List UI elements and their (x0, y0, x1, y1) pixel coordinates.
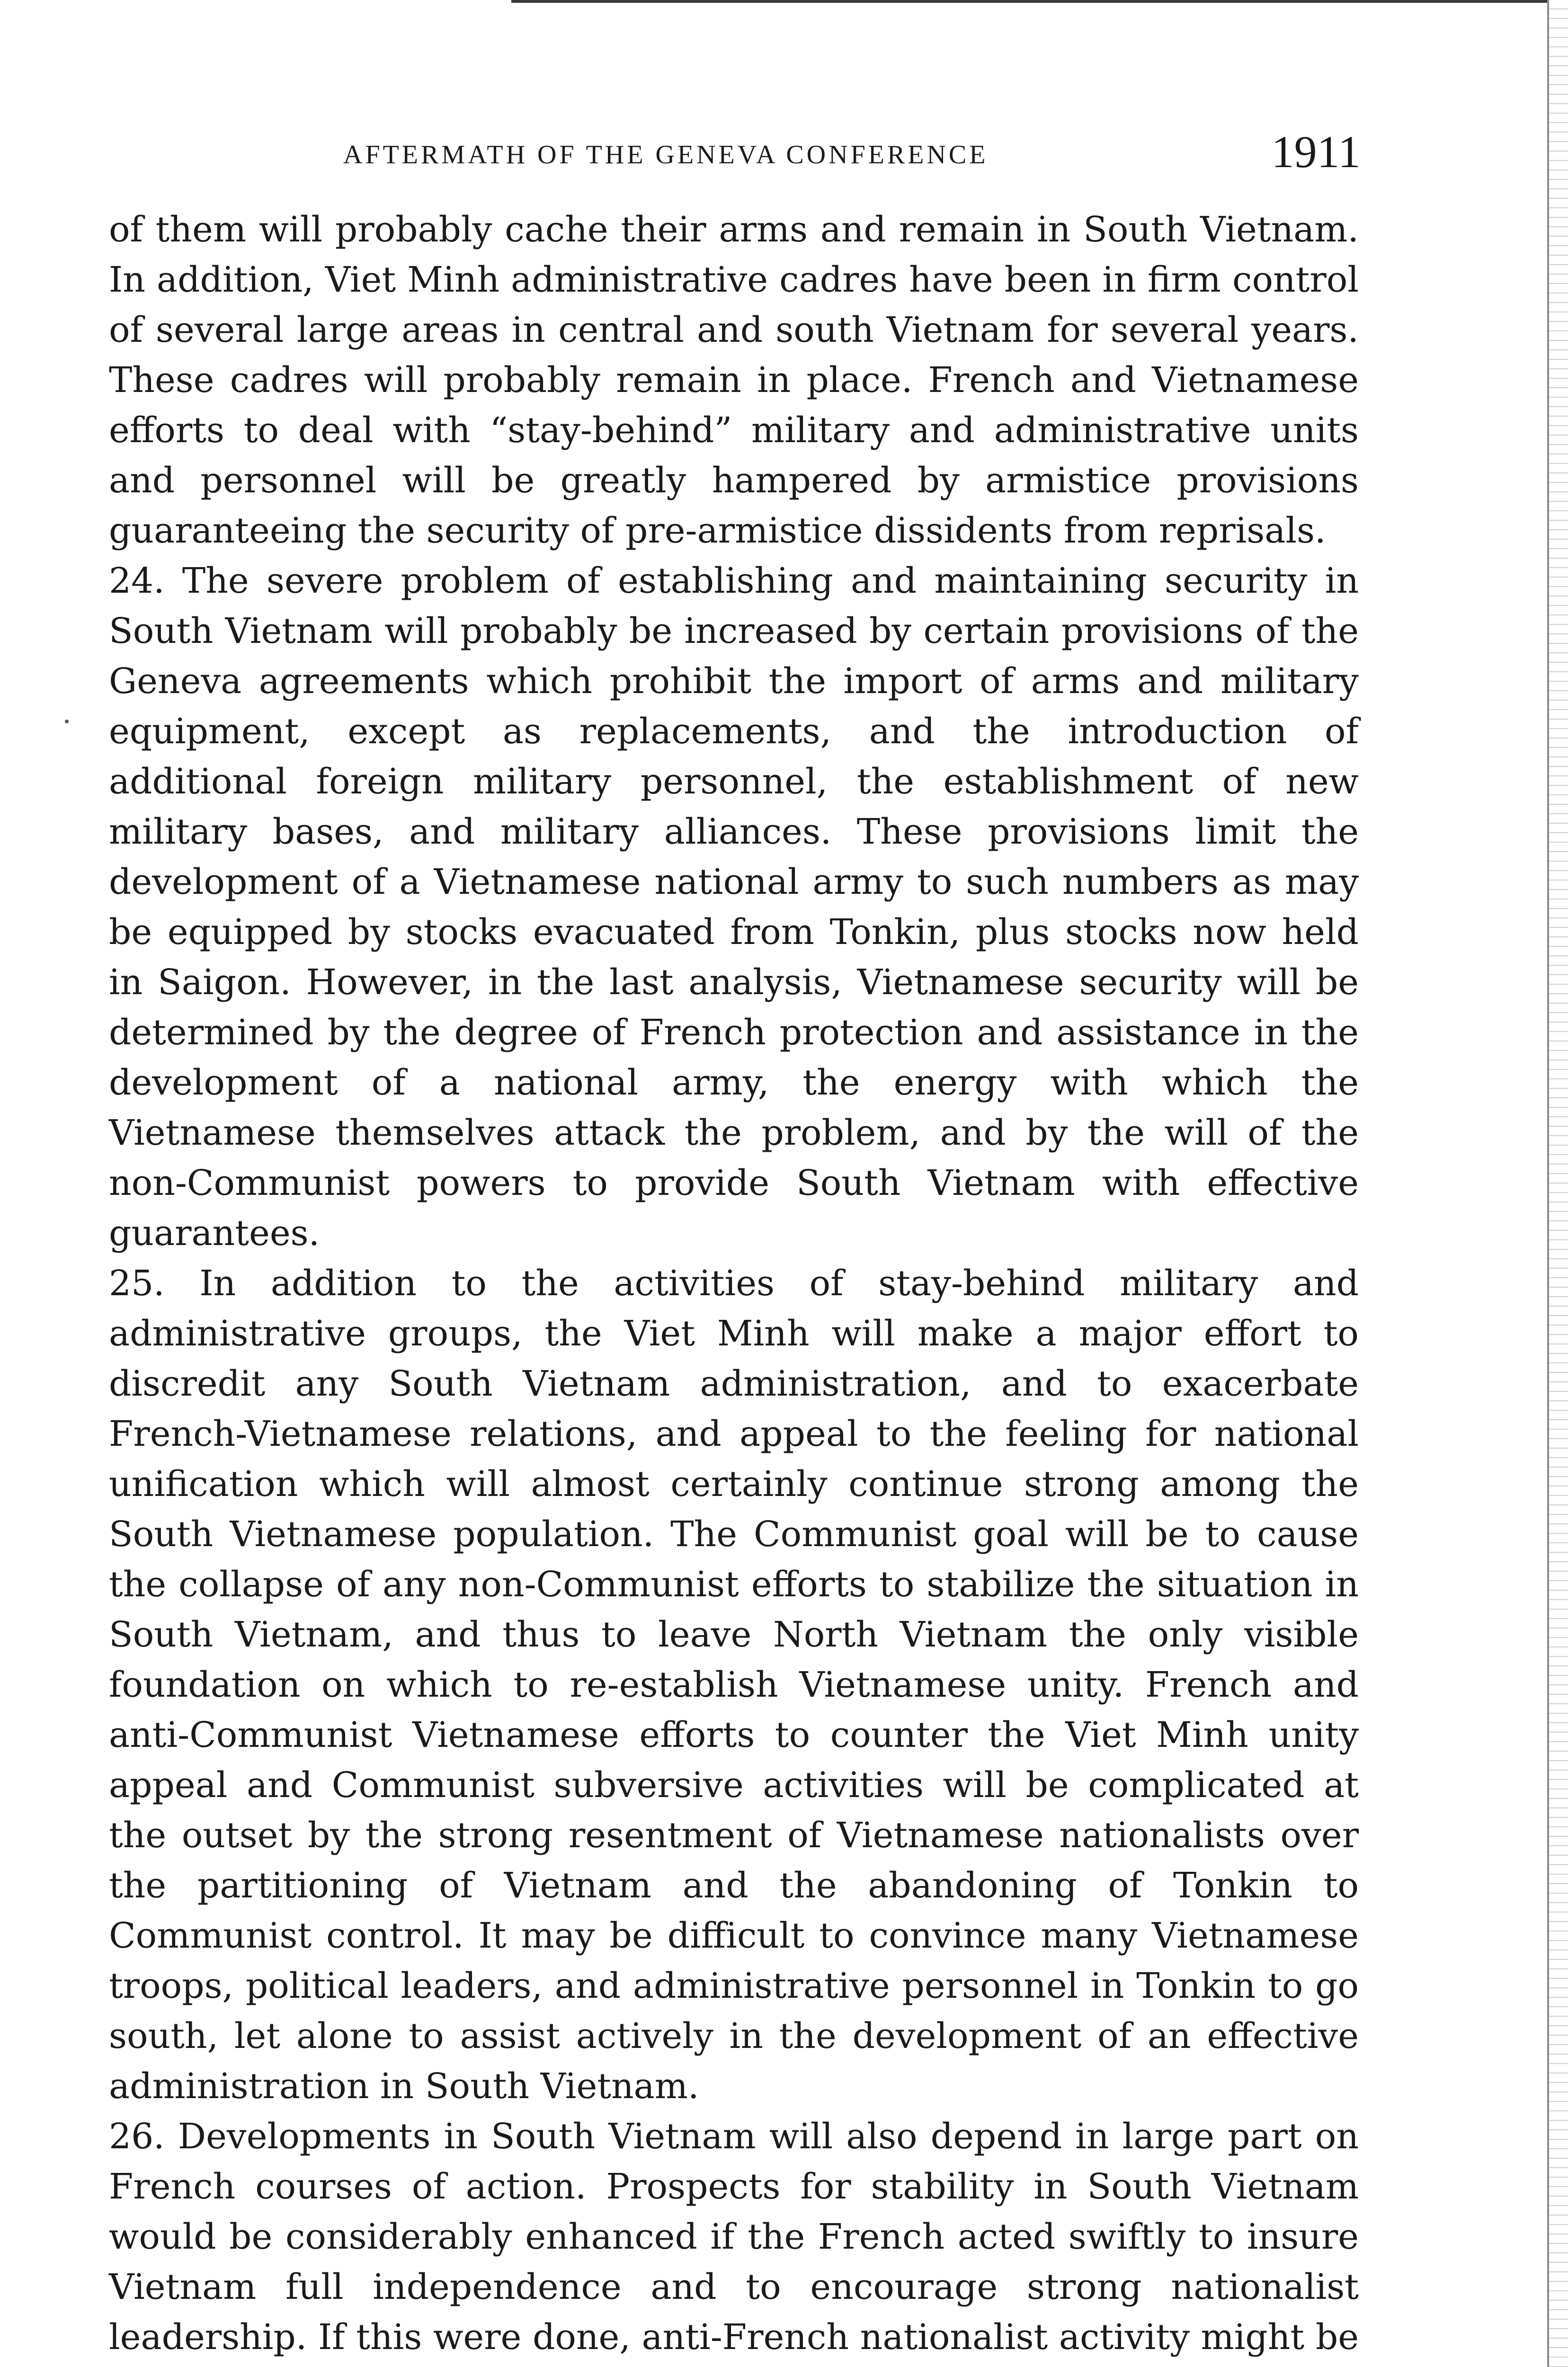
paragraph-24: 24. The severe problem of establishing and maintaining security in South Vietnam will probably be increased by certain provisions of the Geneva agreements which prohibit the import of arms and military equipment, except as replacements, and the introduction of additional foreign military personnel, the establishment of new military bases, and military alliances. These provisions limit the development of a Vietnamese national army to such numbers as may be equipped by stocks evacuated from Tonkin, plus stocks now held in Saigon. However, in the last analysis, Vietnamese security will be determined by the degree of French protection and assistance in the development of a national army, the energy with which the Vietnamese themselves attack the problem, and by the will of the non-Communist powers to provide South Vietnam with effective guarantees. (109, 561, 1359, 1254)
running-title: AFTERMATH OF THE GENEVA CONFERENCE (343, 140, 989, 169)
margin-speck (65, 720, 69, 723)
running-head (109, 0, 1361, 177)
page-edge-binding (1547, 0, 1568, 2367)
paragraph-25: 25. In addition to the activities of stay-behind military and administrative groups, the Viet Minh will make a major effort to discredit any South Vietnam administration, and to exacerbate French-Vietnamese relations, and appeal to the feeling for national unification which will almost certainly continue strong among the South Vietnamese population. The Communist goal will be to cause the collapse of any non-Communist efforts to stabilize the situation in South Vietnam, and thus to leave North Vietnam the only visible foundation on which to re-establish Vietnamese unity. French and anti-Communist Vietnamese efforts to counter the Viet Minh unity appeal and Communist subversive activities will be complicated at the outset by the strong resentment of Vietnamese nationalists over the partitioning of Vietnam and the abandoning of Tonkin to Communist control. It may be difficult to convince many Vietnamese troops, political leaders, and administrative personnel in Tonkin to go south, let alone to assist actively in the development of an effective administration in South Vietnam. (109, 1263, 1359, 2107)
book-page (109, 0, 1361, 2358)
paragraph-continuation: of them will probably cache their arms and remain in South Vietnam. In addition, Viet Minh administrative cadres have been in firm control of several large areas in central and south Vietnam for several years. These cadres will probably remain in place. French and Vietnamese efforts to deal with “stay-behind” military and administrative units and personnel will be greatly hampered by armistice provisions guaranteeing the security of pre-armistice dissidents from reprisals. (109, 209, 1359, 551)
body-text (109, 205, 1359, 2367)
paragraph-26: 26. Developments in South Vietnam will also depend in large part on French courses of action. Prospects for stability in South Vietnam would be considerably enhanced if the French acted swiftly to insure Vietnam full independence and to encourage strong nationalist leadership. If this were done, anti-French nationalist activity might be (109, 2116, 1359, 2358)
page-number: 1911 (1271, 126, 1361, 177)
